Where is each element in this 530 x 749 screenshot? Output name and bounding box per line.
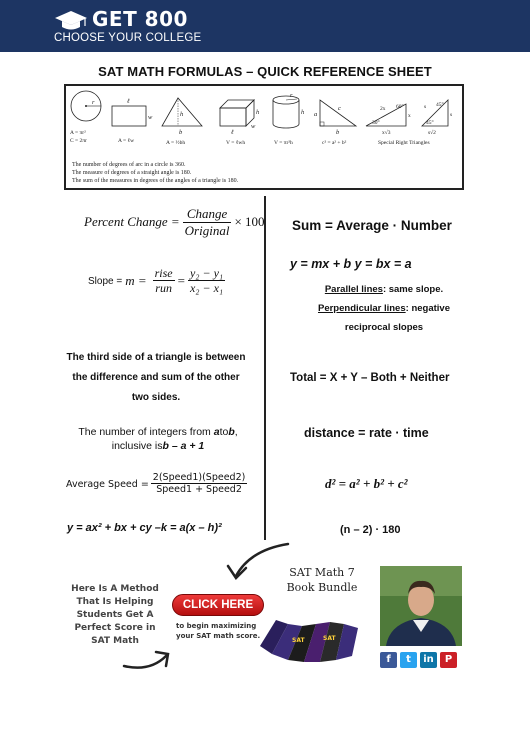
slope-run: run: [155, 281, 172, 296]
parallel-perpendicular-rule: [294, 280, 474, 337]
right-triangle-figure: [314, 100, 356, 146]
rt-a-label: a: [314, 111, 318, 118]
rt-c-label: c: [338, 105, 341, 112]
tri-b-label: b: [179, 129, 183, 136]
integers-comma: ,: [234, 426, 238, 438]
box-l-label: ℓ: [231, 129, 234, 136]
slope-label: Slope =: [88, 275, 123, 287]
rt-b-label: b: [336, 129, 340, 136]
begin-maximizing-text: to begin maximizing your SAT math score.: [176, 622, 261, 640]
integers-text-2: inclusive is: [111, 440, 163, 452]
sp-45a-label: 45°: [436, 102, 444, 108]
rect-w-label: w: [148, 114, 153, 121]
perpendicular-text: : negative reciprocal slopes: [344, 303, 450, 333]
book-bundle-title: SAT Math 7 Book Bundle: [286, 566, 358, 594]
special-triangles-caption: Special Right Triangles: [378, 140, 430, 146]
click-here-button[interactable]: CLICK HERE: [172, 594, 264, 616]
slope-diff: [188, 266, 225, 296]
distance-3d-formula: d² = a² + b² + c²: [325, 476, 408, 491]
sp-2x-label: 2x: [380, 106, 386, 112]
average-speed-denominator: Speed1 + Speed2: [156, 484, 242, 496]
header-bar: [0, 0, 530, 52]
percent-change-times: × 100: [234, 214, 265, 230]
percent-change-numerator: Change: [183, 206, 232, 223]
sp-s2-label: s: [450, 112, 453, 118]
rectangle-figure: [112, 98, 153, 144]
parallel-text: : same slope.: [382, 284, 444, 295]
circle-area-formula: A = πr²: [70, 130, 86, 136]
slope-formula: [88, 266, 228, 296]
integers-expr: b – a + 1: [162, 440, 205, 452]
logo-sub-text: CHOOSE YOUR COLLEGE: [54, 32, 202, 44]
box-w-label: w: [251, 123, 256, 130]
rt-pythag-formula: c² = a² + b²: [322, 140, 347, 146]
box-figure: [220, 100, 259, 146]
book-bundle-image[interactable]: [258, 606, 364, 666]
circle-figure: [70, 91, 101, 144]
twitter-icon[interactable]: t: [400, 652, 417, 668]
cylinder-figure: [273, 92, 304, 146]
triangle-figure: [162, 98, 202, 146]
circle-r-label: r: [92, 99, 95, 106]
author-photo: [380, 566, 462, 646]
distance-formula: distance = rate · time: [304, 426, 429, 440]
total-formula: Total = X + Y – Both + Neither: [290, 372, 450, 384]
polygon-angle-formula: (n – 2) · 180: [340, 524, 401, 536]
graduation-cap-icon: [54, 9, 88, 31]
cyl-r-label: r: [290, 92, 293, 99]
average-speed-fraction: [151, 472, 248, 496]
rect-area-formula: A = ℓw: [118, 138, 135, 144]
book-sat-label-2: SAT: [323, 635, 336, 642]
slope-m: m =: [125, 273, 147, 289]
slope-y-diff: y₂ − y₁: [189, 266, 224, 280]
promo-method-text: Here Is A Method That Is Helping Students Get A Perfect Score in SAT Math: [71, 584, 159, 646]
line-equations: y = mx + b y = bx = a: [290, 257, 412, 271]
cyl-h-label: h: [301, 109, 305, 116]
circle-circ-formula: C = 2πr: [70, 138, 87, 144]
sp-sroot2-label: s√2: [428, 130, 436, 136]
sp-45b-label: 45°: [426, 120, 434, 126]
sum-formula: Sum = Average · Number: [292, 218, 452, 233]
facebook-icon[interactable]: f: [380, 652, 397, 668]
tri-h-label: h: [180, 111, 184, 118]
integers-text-1: The number of integers from: [78, 426, 214, 438]
sp-30-label: 30°: [372, 120, 380, 126]
average-speed-formula: [66, 472, 247, 496]
sp-x-label: x: [408, 113, 411, 119]
percent-change-formula: [84, 206, 265, 239]
sp-xroot3-label: x√3: [382, 130, 391, 136]
sp-s-label: s: [424, 104, 427, 110]
cyl-volume-formula: V = πr²h: [274, 140, 293, 146]
integers-count-rule: [70, 425, 246, 453]
percent-change-fraction: [183, 206, 232, 239]
parallel-label: Parallel lines: [324, 284, 383, 295]
fact-triangle-sum: The sum of the measures in degrees of the angles of a triangle is 180.: [72, 178, 239, 184]
logo-main-text: GET 800: [92, 7, 188, 31]
special-triangles-figure: [366, 100, 452, 146]
box-volume-formula: V = ℓwh: [226, 140, 246, 146]
get800-logo[interactable]: [54, 7, 204, 47]
slope-eq: =: [177, 273, 185, 289]
column-divider: [264, 196, 266, 540]
box-h-label: h: [256, 109, 260, 116]
integers-a: a: [213, 426, 220, 438]
percent-change-label: Percent Change =: [84, 214, 180, 230]
average-speed-numerator: 2(Speed1)(Speed2): [152, 472, 246, 483]
percent-change-denominator: Original: [184, 222, 230, 238]
page-title: SAT MATH FORMULAS – QUICK REFERENCE SHEET: [98, 64, 432, 79]
book-sat-label: SAT: [292, 637, 305, 644]
quadratic-formula: y = ax² + bx + cy –k = a(x – h)²: [67, 522, 222, 534]
integers-to: to: [219, 426, 229, 438]
tri-area-formula: A = ½bh: [166, 140, 186, 146]
pinterest-icon[interactable]: P: [440, 652, 457, 668]
rect-l-label: ℓ: [127, 98, 130, 105]
linkedin-icon[interactable]: in: [420, 652, 437, 668]
average-speed-label: Average Speed =: [66, 478, 149, 490]
slope-rise-run: [153, 266, 175, 296]
integers-b: b: [228, 426, 235, 438]
triangle-third-side-rule: The third side of a triangle is between the difference and sum of the other two sides.: [66, 352, 246, 403]
sp-60-label: 60°: [396, 104, 404, 110]
fact-circle-degrees: The number of degrees of arc in a circle is 360.: [72, 162, 186, 168]
right-arrow-icon: [124, 656, 166, 668]
reference-box: [64, 84, 464, 190]
perpendicular-label: Perpendicular lines: [317, 303, 406, 314]
fact-straight-angle: The measure of degrees of a straight angle is 180.: [72, 170, 192, 176]
social-icons: [380, 652, 457, 668]
slope-rise: rise: [154, 266, 173, 280]
slope-x-diff: x₂ − x₁: [189, 281, 224, 296]
